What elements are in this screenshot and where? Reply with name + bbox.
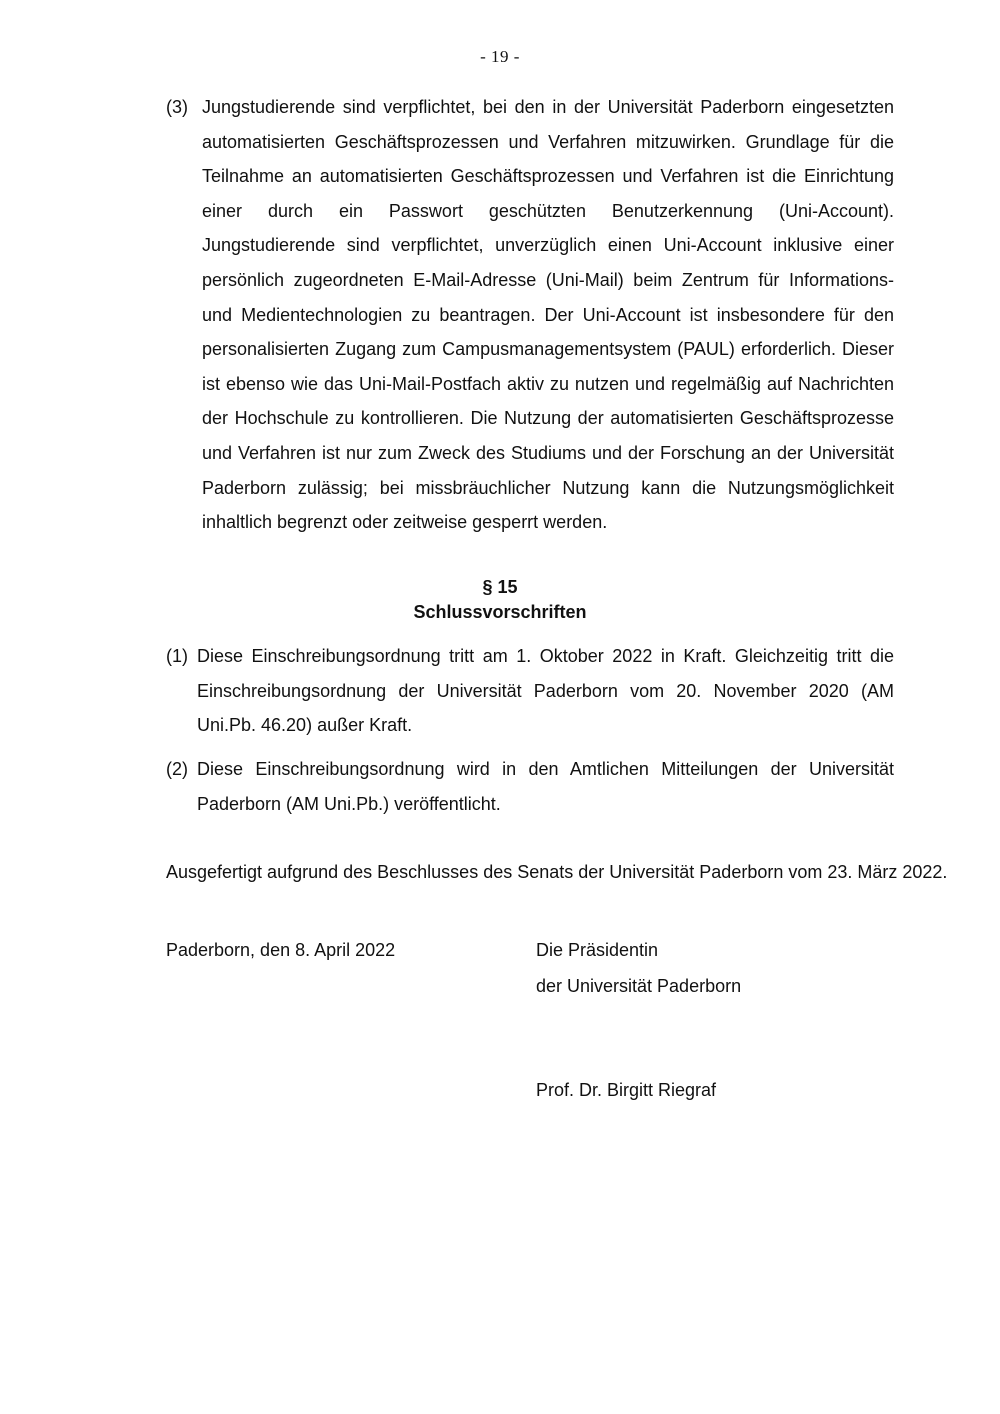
signer-title-line-2: der Universität Paderborn: [536, 976, 742, 996]
paragraph-3: [166, 90, 894, 540]
place-and-date: Paderborn, den 8. April 2022: [166, 940, 396, 960]
clause-2: [166, 752, 894, 821]
page-number: - 19 -: [480, 47, 520, 66]
clause-1: [166, 639, 894, 743]
paragraph-3-text: Jungstudierende sind verpflichtet, bei den in der Universität Paderborn eingesetzten automatisierten Geschäftsprozessen und Verfahren mitzuwirken. Grundlage für die Teilnahme an automatisierten Geschäftsprozessen und Verfahren ist die Einrichtung einer durch ein Passwort geschützten Benutzerkennung (Uni-Account). Jungstudierende sind verpflichtet, unverzüglich einen Uni-Account inklusive einer persönlich zugeordneten E-Mail-Adresse (Uni-Mail) beim Zentrum für Informations- und Medientechnologien zu beantragen. Der Uni-Account ist insbesondere für den personalisierten Zugang zum Campusmanagementsystem (PAUL) erforderlich. Dieser ist ebenso wie das Uni-Mail-Postfach aktiv zu nutzen und regelmäßig auf Nachrichten der Hochschule zu kontrollieren. Die Nutzung der automatisierten Geschäftsprozesse und Verfahren ist nur zum Zweck des Studiums und der Forschung an der Universität Paderborn zulässig; bei missbräuchlicher Nutzung kann die Nutzungsmöglichkeit inhaltlich begrenzt oder zeitweise gesperrt werden.: [202, 97, 894, 533]
section-title: Schlussvorschriften: [413, 602, 587, 622]
paragraph-3-number: (3): [166, 97, 188, 117]
clause-2-text: Diese Einschreibungsordnung wird in den Amtlichen Mitteilungen der Universität Paderborn (AM Uni.Pb.) veröffentlicht.: [197, 759, 894, 814]
enactment-statement: Ausgefertigt aufgrund des Beschlusses des Senats der Universität Paderborn vom 23. März 2022.: [166, 862, 948, 882]
clause-1-text: Diese Einschreibungsordnung tritt am 1. Oktober 2022 in Kraft. Gleichzeitig tritt die Einschreibungsordnung der Universität Paderborn vom 20. November 2020 (AM Uni.Pb. 46.20) außer Kraft.: [197, 646, 894, 736]
section-heading: [0, 575, 1000, 625]
clause-2-number: (2): [166, 759, 188, 779]
clause-1-number: (1): [166, 646, 188, 666]
section-number: § 15: [482, 577, 518, 597]
signer-name: Prof. Dr. Birgitt Riegraf: [536, 1080, 717, 1100]
signer-title-line-1: Die Präsidentin: [536, 940, 659, 960]
